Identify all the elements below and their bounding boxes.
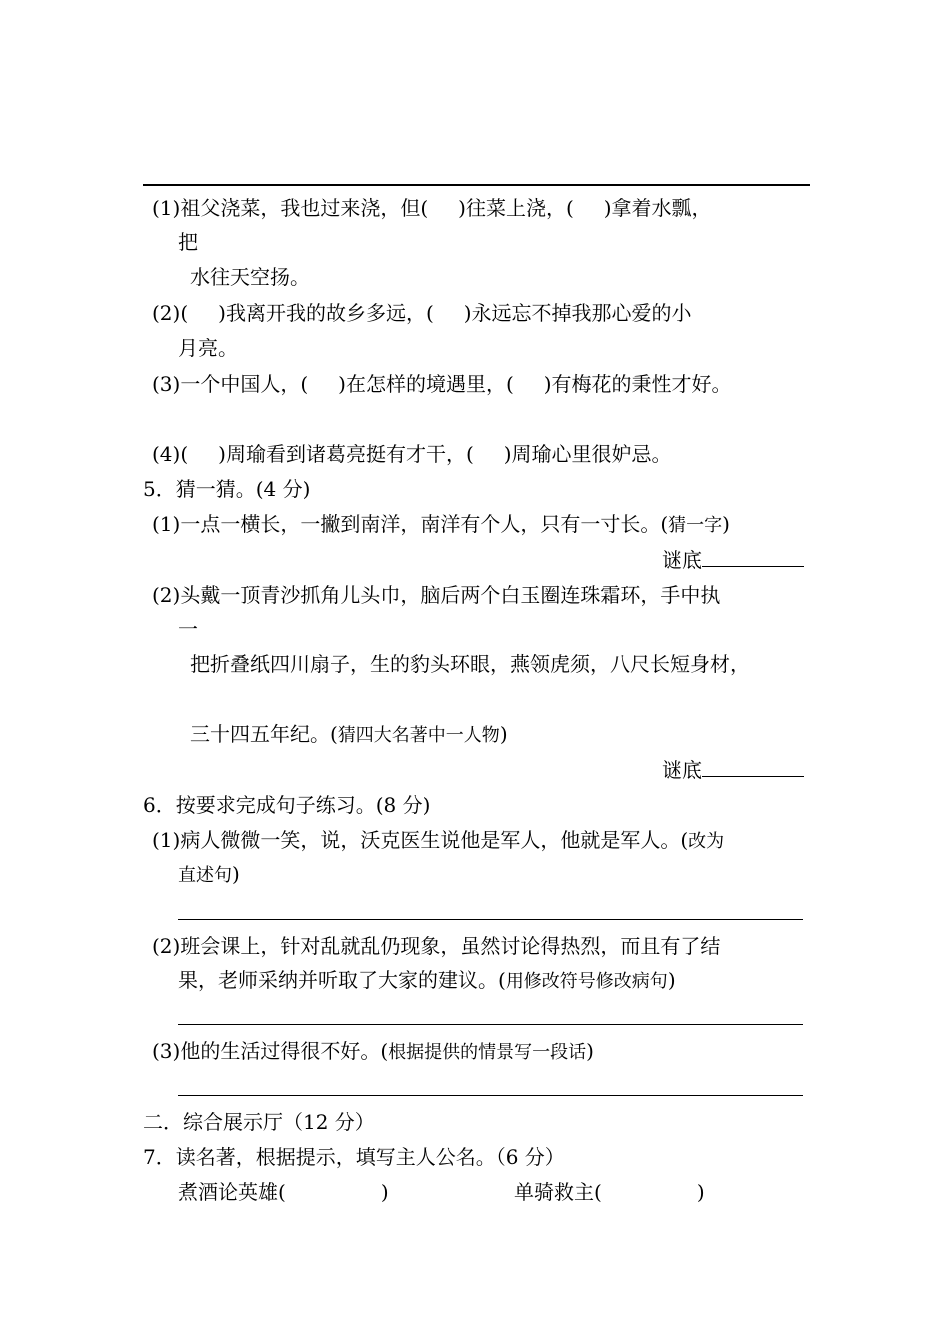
q5-title: 5．猜一猜。(4 分) (143, 477, 311, 501)
q6-s3: (3)他的生活过得很不好。(根据提供的情景写一段话) (152, 1039, 594, 1063)
answer-line-1[interactable] (178, 919, 803, 920)
q6-s1-line1: (1)病人微微一笑，说，沃克医生说他是军人，他就是军人。(改为 (152, 828, 725, 852)
q5-riddle-2-line3: 把折叠纸四川扇子，生的豹头环眼，燕领虎须，八尺长短身材， (190, 652, 750, 676)
q5-answer-1: 谜底 (662, 548, 804, 572)
q5-riddle-1: (1)一点一横长，一撇到南洋，南洋有个人，只有一寸长。(猜一字) (152, 512, 730, 536)
q6-title: 6．按要求完成句子练习。(8 分) (143, 793, 431, 817)
answer-blank-2[interactable] (702, 758, 804, 777)
q5-riddle-2-line1: (2)头戴一顶青沙抓角儿头巾，脑后两个白玉圈连珠霜环，手中执 (152, 583, 721, 607)
top-rule (143, 184, 810, 186)
answer-line-3[interactable] (178, 1095, 803, 1096)
q6-s2-line2: 果，老师采纳并听取了大家的建议。(用修改符号修改病句) (178, 968, 676, 992)
q6-s1-line2: 直述句) (178, 862, 240, 886)
q6-s2-line1: (2)班会课上，针对乱就乱仍现象，虽然讨论得热烈，而且有了结 (152, 934, 721, 958)
q5-answer-2: 谜底 (662, 758, 804, 782)
section-2-title: 二．综合展示厅（12 分） (143, 1110, 375, 1134)
q4-item-2-line2: 月亮。 (178, 336, 238, 360)
q4-item-2-line1: (2)( )我离开我的故乡多远，( )永远忘不掉我那心爱的小 (152, 301, 692, 325)
q5-riddle-2-line2: 一 (178, 617, 198, 641)
q7-item-1: 煮酒论英雄( ) (178, 1180, 389, 1204)
answer-line-2[interactable] (178, 1024, 803, 1025)
q4-item-1-line3: 水往天空扬。 (190, 265, 310, 289)
q7-title: 7．读名著，根据提示，填写主人公名。（6 分） (143, 1145, 565, 1169)
q4-item-3: (3)一个中国人，( )在怎样的境遇里，( )有梅花的秉性才好。 (152, 372, 732, 396)
answer-blank-1[interactable] (702, 548, 804, 567)
q4-item-1-line1: (1)祖父浇菜，我也过来浇，但( )往菜上浇，( )拿着水瓢， (152, 196, 712, 220)
q4-item-4: (4)( )周瑜看到诸葛亮挺有才干，( )周瑜心里很妒忌。 (152, 442, 672, 466)
q7-item-2: 单骑救主( ) (514, 1180, 705, 1204)
q4-item-1-line2: 把 (178, 230, 198, 254)
q5-riddle-2-line4: 三十四五年纪。(猜四大名著中一人物) (190, 722, 508, 746)
